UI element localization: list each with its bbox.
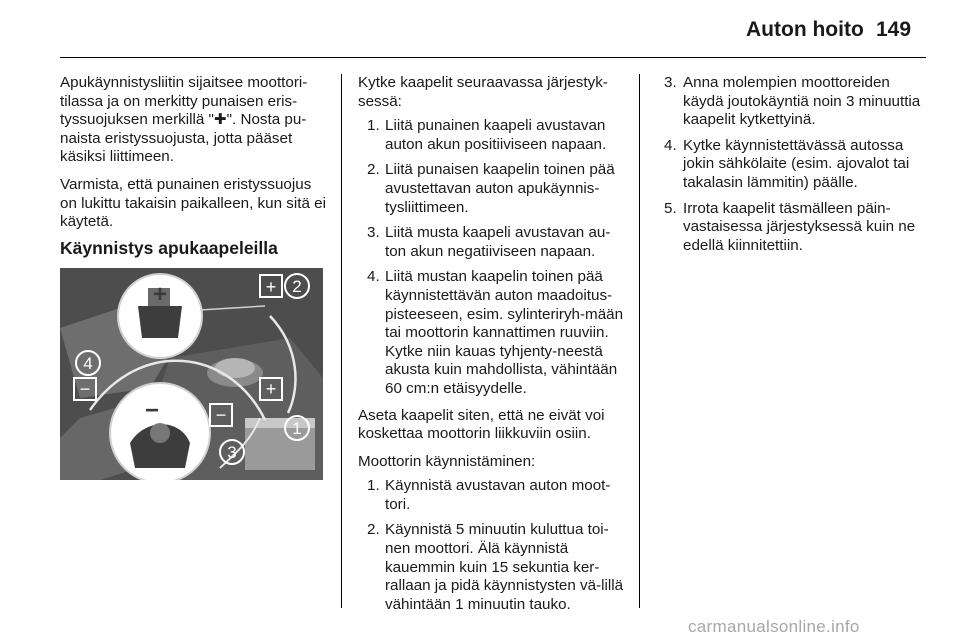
paragraph-engine-start-heading: Moottorin käynnistäminen: xyxy=(358,452,536,470)
start-steps-list xyxy=(358,477,624,614)
page-number: 149 xyxy=(876,18,912,41)
figure-label-1: 1 xyxy=(292,419,302,438)
figure-label-plus-zoom: + xyxy=(152,281,168,308)
final-steps-list xyxy=(664,74,926,255)
figure-label-minus-zoom: − xyxy=(144,397,160,424)
list-item: 2. Käynnistä 5 minuutin kuluttua toi-nen moottori. Älä käynnistä kauemmin kuin 15 sekuntia ker-rallaan ja pidä käynnistysten vä-lillä vähintään 1 minuutin tauko. xyxy=(367,521,624,613)
jump-start-illustration xyxy=(60,268,323,480)
column-divider-1 xyxy=(341,74,342,608)
paragraph-cable-placement: Aseta kaapelit siten, että ne eivät voi koskettaa moottorin liikkuviin osiin. xyxy=(358,406,605,443)
figure-label-2: 2 xyxy=(292,277,302,296)
header-rule xyxy=(60,57,926,58)
list-item: 4. Liitä mustan kaapelin toinen pää käynnistettävän auton maadoitus-pisteeseen, esim. sylinteriryh-mään tai moottorin kannattimen ruuviin. Kytke niin kauas tyhjenty-neestä akusta kuin mahdollista, vähintään 60 cm:n etäisyydelle. xyxy=(367,268,624,397)
figure-label-3: 3 xyxy=(227,443,237,462)
page-header xyxy=(0,0,960,60)
figure-label-minus-1: − xyxy=(79,379,91,399)
paragraph-cover-warning: Varmista, että punainen eristyssuojus on lukittu takaisin paikalleen, kun sitä ei käytetä. xyxy=(60,175,326,231)
column-2 xyxy=(358,74,624,622)
watermark: carmanualsonline.info xyxy=(688,617,860,636)
column-divider-2 xyxy=(639,74,640,608)
list-item: 3. Liitä musta kaapeli avustavan au-ton akun negatiiviseen napaan. xyxy=(367,224,611,260)
list-item: 3. Anna molempien moottoreiden käydä joutokäyntiä noin 3 minuuttia kaapelit kytkettyinä. xyxy=(664,74,921,129)
connection-steps-list xyxy=(358,117,624,398)
heading-jump-start: Käynnistys apukaapeleilla xyxy=(60,238,278,258)
column-3 xyxy=(664,74,926,263)
figure-label-4: 4 xyxy=(83,354,93,373)
column-1 xyxy=(60,74,328,241)
section-title: Auton hoito xyxy=(746,18,864,41)
list-item: 4. Kytke käynnistettävässä autossa jokin sähkölaite (esim. ajovalot tai takalasin lämmitin) päälle. xyxy=(664,136,910,191)
paragraph-connector-location: Apukäynnistysliitin sijaitsee moottori-tilassa ja on merkitty punaisen eris-tyssuojuksen merkillä "✚". Nosta pu-naista eristyssuojusta, jotta pääset käsiksi liittimeen. xyxy=(60,74,308,166)
paragraph-order-intro: Kytke kaapelit seuraavassa järjestyk-sessä: xyxy=(358,74,608,110)
figure-label-plus-2: + xyxy=(265,379,277,399)
list-item: 1. Liitä punainen kaapeli avustavan auton akun positiiviseen napaan. xyxy=(367,117,607,153)
list-item: 5. Irrota kaapelit täsmälleen päin-vastaisessa järjestyksessä kuin ne edellä kiinnitettiin. xyxy=(664,199,916,254)
figure-label-minus-2: − xyxy=(215,405,227,425)
list-item: 1. Käynnistä avustavan auton moot-tori. xyxy=(367,477,611,513)
figure-label-plus-1: + xyxy=(265,277,277,297)
list-item: 2. Liitä punaisen kaapelin toinen pää avustettavan auton apukäynnis-tysliittimeen. xyxy=(367,161,615,216)
